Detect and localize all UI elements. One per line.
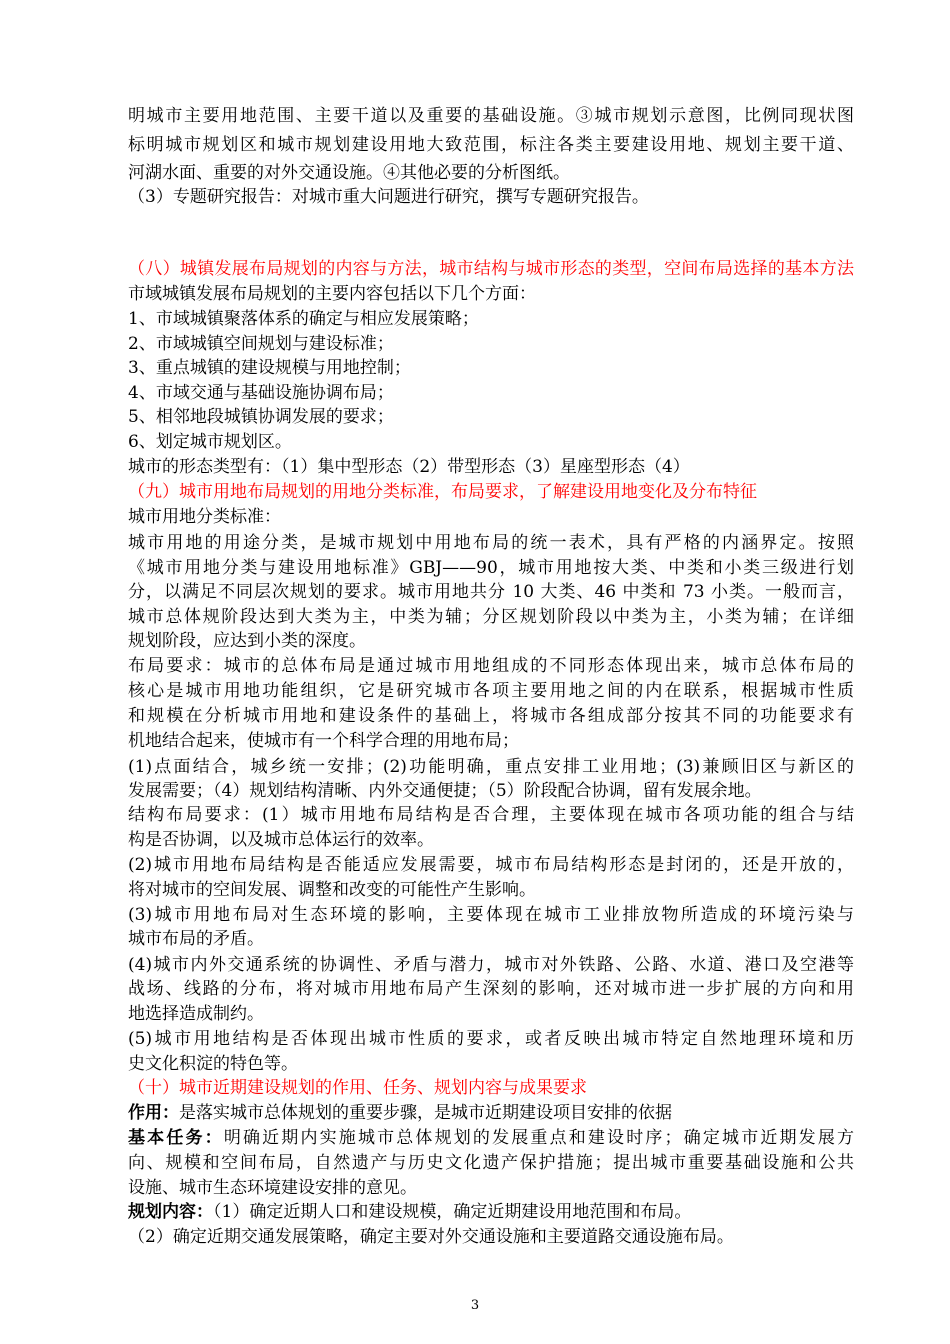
list-item: 2、市域城镇空间规划与建设标准；	[128, 334, 394, 354]
text-line: 明城市主要用地范围、主要干道以及重要的基础设施。③城市规划示意图，比例同现状图	[128, 106, 854, 126]
text-line: 城市的形态类型有：（1）集中型形态（2）带型形态（3）星座型形态（4）	[128, 457, 690, 477]
text-line: 市域城镇发展布局规划的主要内容包括以下几个方面：	[128, 284, 536, 304]
label-basic-task: 基本任务：	[128, 1128, 224, 1148]
text-line: 《城市用地分类与建设用地标准》GBJ——90，城市用地按大类、中类和小类三级进行划	[128, 558, 854, 578]
text-line: 布局要求：城市的总体布局是通过城市用地组成的不同形态体现出来，城市总体布局的	[128, 656, 854, 676]
text-line: 将对城市的空间发展、调整和改变的可能性产生影响。	[128, 880, 536, 900]
text-line: (2)城市用地布局结构是否能适应发展需要，城市布局结构形态是封闭的，还是开放的，	[128, 855, 854, 875]
text-line: （2）确定近期交通发展策略，确定主要对外交通设施和主要道路交通设施布局。	[128, 1227, 734, 1247]
text-content: 是落实城市总体规划的重要步骤，是城市近期建设项目安排的依据	[179, 1103, 672, 1123]
text-line: 城市用地的用途分类，是城市规划中用地布局的统一表术，具有严格的内涵界定。按照	[128, 533, 854, 553]
text-line: 机地结合起来，使城市有一个科学合理的用地布局；	[128, 731, 519, 751]
text-line	[128, 1200, 854, 1224]
page-number: 3	[470, 1298, 480, 1313]
text-line: 规划阶段，应达到小类的深度。	[128, 631, 366, 651]
text-content: 明确近期内实施城市总体规划的发展重点和建设时序；确定城市近期发展方	[223, 1128, 855, 1148]
text-line: 分，以满足不同层次规划的要求。城市用地共分 10 大类、46 中类和 73 小类。一般而言，	[128, 582, 854, 602]
text-line: 城市总体规阶段达到大类为主，中类为辅；分区规划阶段以中类为主，小类为辅；在详细	[128, 607, 854, 627]
list-item: 6、划定城市规划区。	[128, 432, 292, 452]
text-line: 向、规模和空间布局，自然遗产与历史文化遗产保护措施；提出城市重要基础设施和公共	[128, 1153, 854, 1173]
text-line: (3)城市用地布局对生态环境的影响，主要体现在城市工业排放物所造成的环境污染与	[128, 905, 854, 925]
text-line: 和规模在分析城市用地和建设条件的基础上，将城市各组成部分按其不同的功能要求有	[128, 706, 854, 726]
text-line: 标明城市规划区和城市规划建设用地大致范围，标注各类主要建设用地、规划主要干道、	[128, 135, 854, 155]
text-line: （3）专题研究报告：对城市重大问题进行研究，撰写专题研究报告。	[128, 187, 649, 207]
section-heading-9: （九）城市用地布局规划的用地分类标准，布局要求，了解建设用地变化及分布特征	[128, 482, 757, 502]
text-line: 战场、线路的分布，将对城市用地布局产生深刻的影响，还对城市进一步扩展的方向和用	[128, 979, 854, 999]
list-item: 5、相邻地段城镇协调发展的要求；	[128, 407, 394, 427]
list-item: 1、市域城镇聚落体系的确定与相应发展策略；	[128, 309, 479, 329]
label-function: 作用：	[128, 1103, 179, 1123]
text-line: 设施、城市生态环境建设安排的意见。	[128, 1178, 417, 1198]
text-line: 河湖水面、重要的对外交通设施。④其他必要的分析图纸。	[128, 163, 570, 183]
text-line: 地选择造成制约。	[128, 1004, 264, 1024]
list-item: 3、重点城镇的建设规模与用地控制；	[128, 358, 411, 378]
text-line: 城市用地分类标准：	[128, 507, 281, 527]
text-line: 结构布局要求：(1）城市用地布局结构是否合理，主要体现在城市各项功能的组合与结	[128, 805, 854, 825]
label-plan-content: 规划内容：	[128, 1202, 213, 1222]
text-line	[128, 1126, 854, 1150]
text-line: 史文化积淀的特色等。	[128, 1054, 298, 1074]
text-line: (1)点面结合，城乡统一安排；(2)功能明确，重点安排工业用地；(3)兼顾旧区与新区的	[128, 757, 854, 777]
text-line: 城市布局的矛盾。	[128, 929, 264, 949]
list-item: 4、市域交通与基础设施协调布局；	[128, 383, 394, 403]
text-line: 核心是城市用地功能组织，它是研究城市各项主要用地之间的内在联系，根据城市性质	[128, 681, 854, 701]
text-line: (4)城市内外交通系统的协调性、矛盾与潜力，城市对外铁路、公路、水道、港口及空港等	[128, 955, 854, 975]
text-line: 发展需要；（4）规划结构清晰、内外交通便捷；（5）阶段配合协调，留有发展余地。	[128, 781, 762, 801]
text-line: 构是否协调，以及城市总体运行的效率。	[128, 830, 434, 850]
section-heading-10: （十）城市近期建设规划的作用、任务、规划内容与成果要求	[128, 1078, 587, 1098]
text-line	[128, 1101, 854, 1125]
text-line: (5)城市用地结构是否体现出城市性质的要求，或者反映出城市特定自然地理环境和历	[128, 1029, 854, 1049]
text-content: （1）确定近期人口和建设规模，确定近期建设用地范围和布局。	[213, 1202, 692, 1222]
section-heading-8: （八）城镇发展布局规划的内容与方法，城市结构与城市形态的类型，空间布局选择的基本方法	[128, 259, 854, 279]
